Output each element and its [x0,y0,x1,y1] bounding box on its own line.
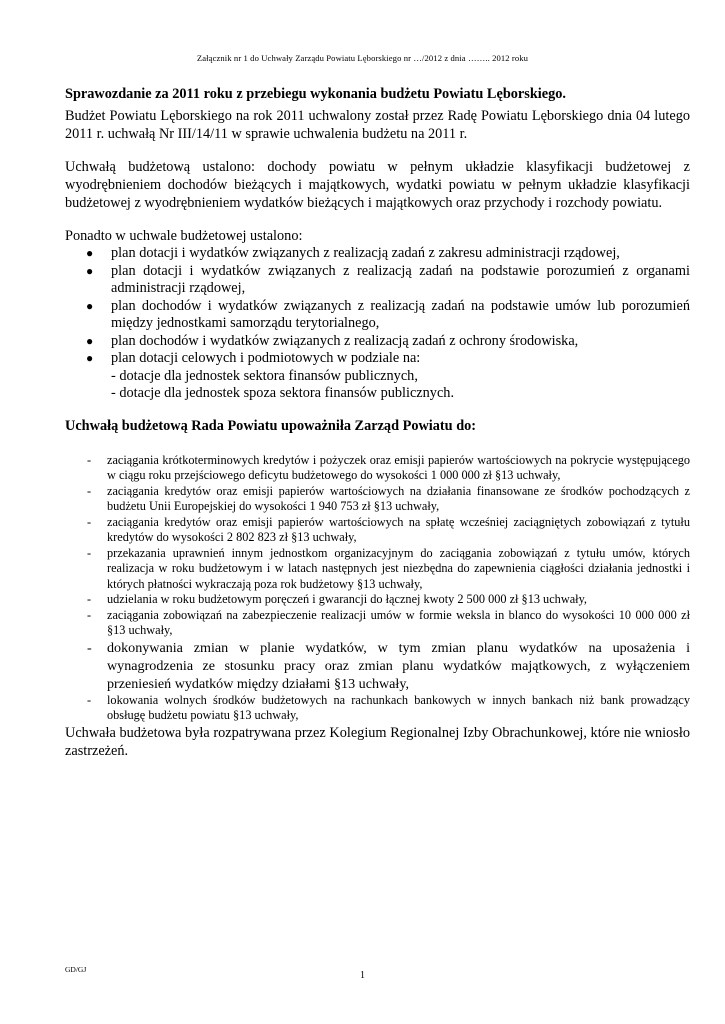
list-item: - zaciągania kredytów oraz emisji papierów wartościowych na spłatę wcześniej zaciągniętych zobowiązań z tytułu kredytów do wysokości 2 802 823 zł §13 uchwały, [87,514,690,544]
section-title: Uchwałą budżetową Rada Powiatu upoważniła Zarząd Powiatu do: [65,417,477,434]
list-item: - zaciągania krótkoterminowych kredytów i pożyczek oraz emisji papierów wartościowych na pokrycie występującego w ciągu roku przejściowego deficytu budżetowego do wysokości 1 000 000 zł §13 uchwały, [87,452,690,482]
bullet-icon: ● [86,298,94,313]
bullet-icon: ● [86,246,94,260]
list-item: - przekazania uprawnień innym jednostkom organizacyjnym do zaciągania zobowiązań z tytułu umów, których realizacja w roku budżetowym i w latach następnych jest niezbędna do zapewnienia ciągłości działania jednostki i których płatności wykraczają poza rok budżetowy §13 uchwały, [87,545,690,591]
bullet-list [65,245,690,403]
list-item: ● plan dotacji celowych i podmiotowych w podziale na: - dotacje dla jednostek sektora finansów publicznych, - dotacje dla jednostek spoza sektora finansów publicznych. [86,350,455,401]
list-item: - zaciągania kredytów oraz emisji papierów wartościowych na działania finansowane ze środków pochodzących z budżetu Unii Europejskiej do wysokości 1 940 753 zł §13 uchwały, [87,483,690,513]
document-body [65,85,690,760]
list-item: - udzielania w roku budżetowym poręczeń i gwarancji do łącznej kwoty 2 500 000 zł §13 uchwały, [87,592,587,606]
page-header: Załącznik nr 1 do Uchwały Zarządu Powiatu Lęborskiego nr …/2012 z dnia …….. 2012 roku [196,53,529,63]
list-item: ● plan dochodów i wydatków związanych z realizacją zadań na podstawie umów lub porozumień między jednostkami samorządu terytorialnego, [86,297,690,331]
list-item: ● plan dotacji i wydatków związanych z realizacją zadań z zakresu administracji rządowej, [86,245,620,261]
footer-initials: GD/GJ [65,965,87,974]
paragraph-additional: Ponadto w uchwale budżetowej ustalono: [65,228,303,244]
bullet-icon: ● [86,263,94,278]
list-item: - dokonywania zmian w planie wydatków, w tym zmian planu wydatków na uposażenia i wynagrodzenia ze stosunku pracy oraz zmian planu wydatków majątkowych, z wyłączeniem przeniesień wydatków między działami §13 uchwały, [87,639,690,692]
page-number: 1 [360,970,365,981]
list-item: ● plan dotacji i wydatków związanych z realizacją zadań na podstawie porozumień z organami administracji rządowej, [86,262,690,296]
document-title: Sprawozdanie za 2011 roku z przebiegu wykonania budżetu Powiatu Lęborskiego. [65,86,566,102]
list-item: ● plan dochodów i wydatków związanych z realizacją zadań z ochrony środowiska, [86,332,579,349]
list-item: - zaciągania zobowiązań na zabezpieczenie realizacji umów w formie weksla in blanco do wysokości 10 000 000 zł §13 uchwały, [87,607,690,637]
paragraph-budget-contents: Uchwałą budżetową ustalono: dochody powiatu w pełnym układzie klasyfikacji budżetowej z wyodrębnieniem dochodów bieżących i majątkowych, wydatki powiatu w pełnym układzie klasyfikacji budżetowej z wyodrębnieniem wydatków bieżących i majątkowych oraz przychody i rozchody powiatu. [65,159,690,211]
closing-paragraph: Uchwała budżetowa była rozpatrywana przez Kolegium Regionalnej Izby Obrachunkowej, które nie wniosło zastrzeżeń. [65,724,690,759]
paragraph-budget-adoption: Budżet Powiatu Lęborskiego na rok 2011 uchwalony został przez Radę Powiatu Lęborskiego dnia 04 lutego 2011 r. uchwałą Nr III/14/11 w sprawie uchwalenia budżetu na 2011 r. [65,108,690,142]
bullet-icon: ● [86,351,94,365]
dash-list [65,453,690,724]
list-item: - lokowania wolnych środków budżetowych na rachunkach bankowych w innych bankach niż bank prowadzący obsługę budżetu powiatu §13 uchwały, [87,692,690,722]
bullet-icon: ● [86,333,94,348]
